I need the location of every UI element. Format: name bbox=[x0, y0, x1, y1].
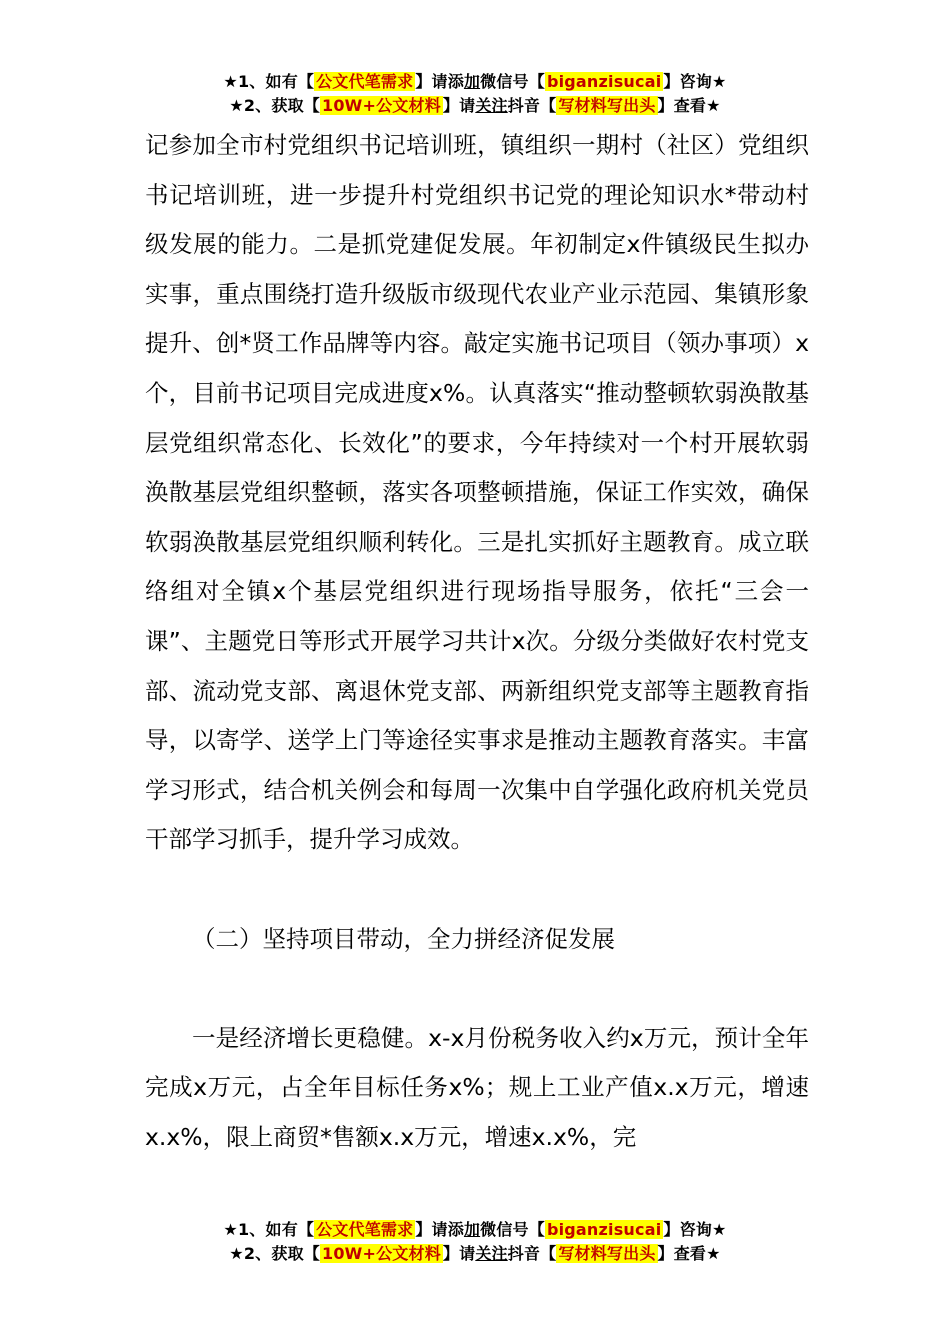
highlight-service: 公文代笔需求 bbox=[316, 1220, 414, 1239]
banner-line-2: ★2、获取【 10W+公文材料 】请关注抖音【 写材料写出头 】查看★ bbox=[229, 96, 721, 115]
watermark-banner-bottom bbox=[0, 1218, 950, 1266]
banner-line-1: ★1、如有【 公文代笔需求 】请添加微信号【 biganzisucai 】咨询★ bbox=[223, 1220, 727, 1239]
highlight-douyin: 写材料写出头 bbox=[558, 1244, 656, 1263]
banner-line-2: ★2、获取【 10W+公文材料 】请关注抖音【 写材料写出头 】查看★ bbox=[229, 1244, 721, 1263]
banner-line-1: ★1、如有【 公文代笔需求 】请添加微信号【 biganzisucai 】咨询★ bbox=[223, 72, 727, 91]
highlight-douyin: 写材料写出头 bbox=[558, 96, 656, 115]
watermark-banner-top bbox=[0, 70, 950, 118]
highlight-materials: 10W+公文材料 bbox=[321, 1244, 441, 1263]
highlight-materials: 10W+公文材料 bbox=[321, 96, 441, 115]
highlight-service: 公文代笔需求 bbox=[316, 72, 414, 91]
highlight-wechat-id: biganzisucai bbox=[546, 1220, 662, 1239]
document-body bbox=[145, 121, 809, 1162]
highlight-wechat-id: biganzisucai bbox=[546, 72, 662, 91]
body-paragraph-1: 记参加全市村党组织书记培训班，镇组织一期村（社区）党组织书记培训班，进一步提升村党组织书记党的理论知识水*带动村级发展的能力。二是抓党建促发展。年初制定x件镇级民生拟办实事，重点围绕打造升级版市级现代农业产业示范园、集镇形象提升、创*贤工作品牌等内容。敲定实施书记项目（领办事项）x个，目前书记项目完成进度x%。认真落实“推动整顿软弱涣散基层党组织常态化、长效化”的要求，今年持续对一个村开展软弱涣散基层党组织整顿，落实各项整顿措施，保证工作实效，确保软弱涣散基层党组织顺利转化。三是扎实抓好主题教育。成立联络组对全镇x个基层党组织进行现场指导服务，依托“三会一课”、主题党日等形式开展学习共计x次。分级分类做好农村党支部、流动党支部、离退休党支部、两新组织党支部等主题教育指导，以寄学、送学上门等途径实事求是推动主题教育落实。丰富学习形式，结合机关例会和每周一次集中自学强化政府机关党员干部学习抓手，提升学习成效。 bbox=[145, 131, 809, 854]
section-heading: （二）坚持项目带动，全力拼经济促发展 bbox=[192, 924, 615, 953]
body-paragraph-2: 一是经济增长更稳健。x-x月份税务收入约x万元，预计全年完成x万元，占全年目标任务x%；规上工业产值x.x万元，增速x.x%，限上商贸*售额x.x万元，增速x.x%，完 bbox=[145, 1023, 809, 1151]
